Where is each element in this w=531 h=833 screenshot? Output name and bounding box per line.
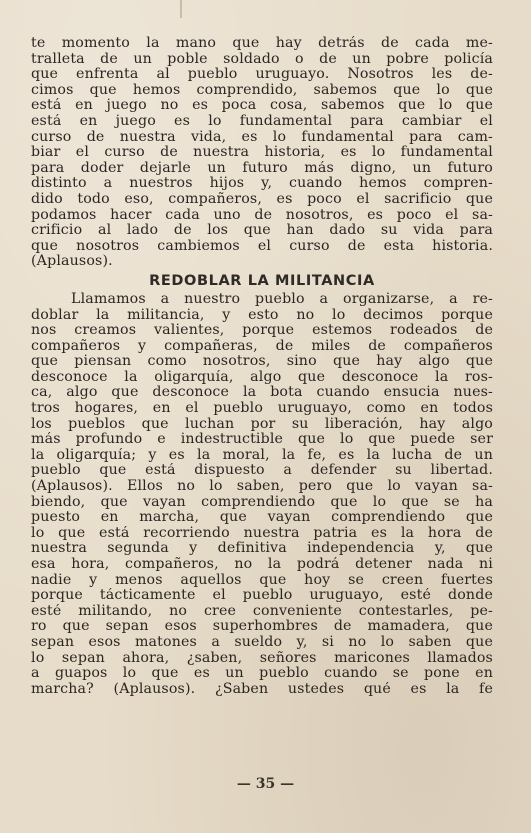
text-line: que enfrenta al pueblo uruguayo. Nosotros les de- [31, 67, 493, 83]
text-line: (Aplausos). Ellos no lo saben, pero que lo vayan sa- [31, 479, 493, 495]
text-line: crificio al lado de los que han dado su vida para [31, 223, 493, 239]
text-line: lo sepan ahora, ¿saben, señores maricones llamados [31, 650, 493, 666]
section-heading: REDOBLAR LA MILITANCIA [149, 272, 375, 289]
text-line: doblar la militancia, y esto no lo decimos porque [31, 307, 493, 323]
text-line: podamos hacer cada uno de nosotros, es poco el sa- [31, 207, 493, 223]
text-line: ca, algo que desconoce la bota cuando ensucia nues- [31, 385, 493, 401]
text-line: nos creamos valientes, porque estemos rodeados de [31, 323, 493, 339]
text-line: que nosotros cambiemos el curso de esta historia. [31, 238, 493, 254]
page-body [31, 36, 493, 697]
text-line: (Aplausos). [31, 254, 113, 270]
text-line: marcha? (Aplausos). ¿Saben ustedes qué es la fe [31, 681, 493, 697]
text-line: más profundo e indestructible que lo que puede ser [31, 432, 493, 448]
text-line: sepan esos matones a sueldo y, si no lo saben que [31, 634, 493, 650]
text-line: tros hogares, en el pueblo uruguayo, como en todos [31, 401, 493, 417]
text-line: nuestra segunda y definitiva independencia y, que [31, 541, 493, 557]
text-line: ro que sepan esos superhombres de mamadera, que [31, 619, 493, 635]
page-number: — 35 — [236, 776, 295, 792]
text-line: puesto en marcha, que vayan comprendiendo que [31, 510, 493, 526]
text-line: dido todo eso, compañeros, es poco el sacrificio que [31, 191, 493, 207]
text-line: tralleta de un poble soldado o de un pobre policía [31, 51, 493, 67]
text-line: está en juego no es poca cosa, sabemos que lo que [31, 98, 493, 114]
text-line: te momento la mano que hay detrás de cada me- [31, 36, 493, 51]
text-line: nadie y menos aquellos que hoy se creen fuertes [31, 572, 493, 588]
paragraph-1 [31, 36, 493, 270]
text-line: biendo, que vayan comprendiendo que lo que se ha [31, 494, 493, 510]
text-line: porque tácticamente el pueblo uruguayo, esté donde [31, 588, 493, 604]
paragraph-2 [31, 292, 493, 697]
text-line: compañeros y compañeras, de miles de compañeros [31, 338, 493, 354]
text-line: pueblo que está dispuesto a defender su libertad. [31, 463, 493, 479]
text-line: para doder dejarle un futuro más digno, un futuro [31, 160, 493, 176]
text-line: distinto a nuestros hijos y, cuando hemos compren- [31, 176, 493, 192]
text-line: esa hora, compañeros, no la podrá detener nada ni [31, 557, 493, 572]
text-line: esté militando, no cree conveniente contestarles, pe- [31, 603, 493, 619]
text-line: curso de nuestra vida, es lo fundamental para cam- [31, 129, 493, 145]
text-line: los pueblos que luchan por su liberación, hay algo [31, 416, 493, 432]
text-line: lo que está recorriendo nuestra patria es la hora de [31, 525, 493, 541]
text-line: cimos que hemos comprendido, sabemos que lo que [31, 82, 493, 98]
text-line: Llamamos a nuestro pueblo a organizarse, a re- [71, 291, 493, 307]
text-line: la oligarquía; y es la moral, la fe, es la lucha de un [31, 447, 493, 463]
text-line: está en juego es lo fundamental para cambiar el [31, 113, 493, 129]
text-line: a guapos lo que es un pueblo cuando se pone en [31, 666, 493, 682]
text-line: que piensan como nosotros, sino que hay algo que [31, 354, 493, 370]
text-line: biar el curso de nuestra historia, es lo fundamental [31, 145, 493, 161]
text-line: desconoce la oligarquía, algo que desconoce la ros- [31, 369, 493, 385]
page-crease [180, 0, 182, 18]
